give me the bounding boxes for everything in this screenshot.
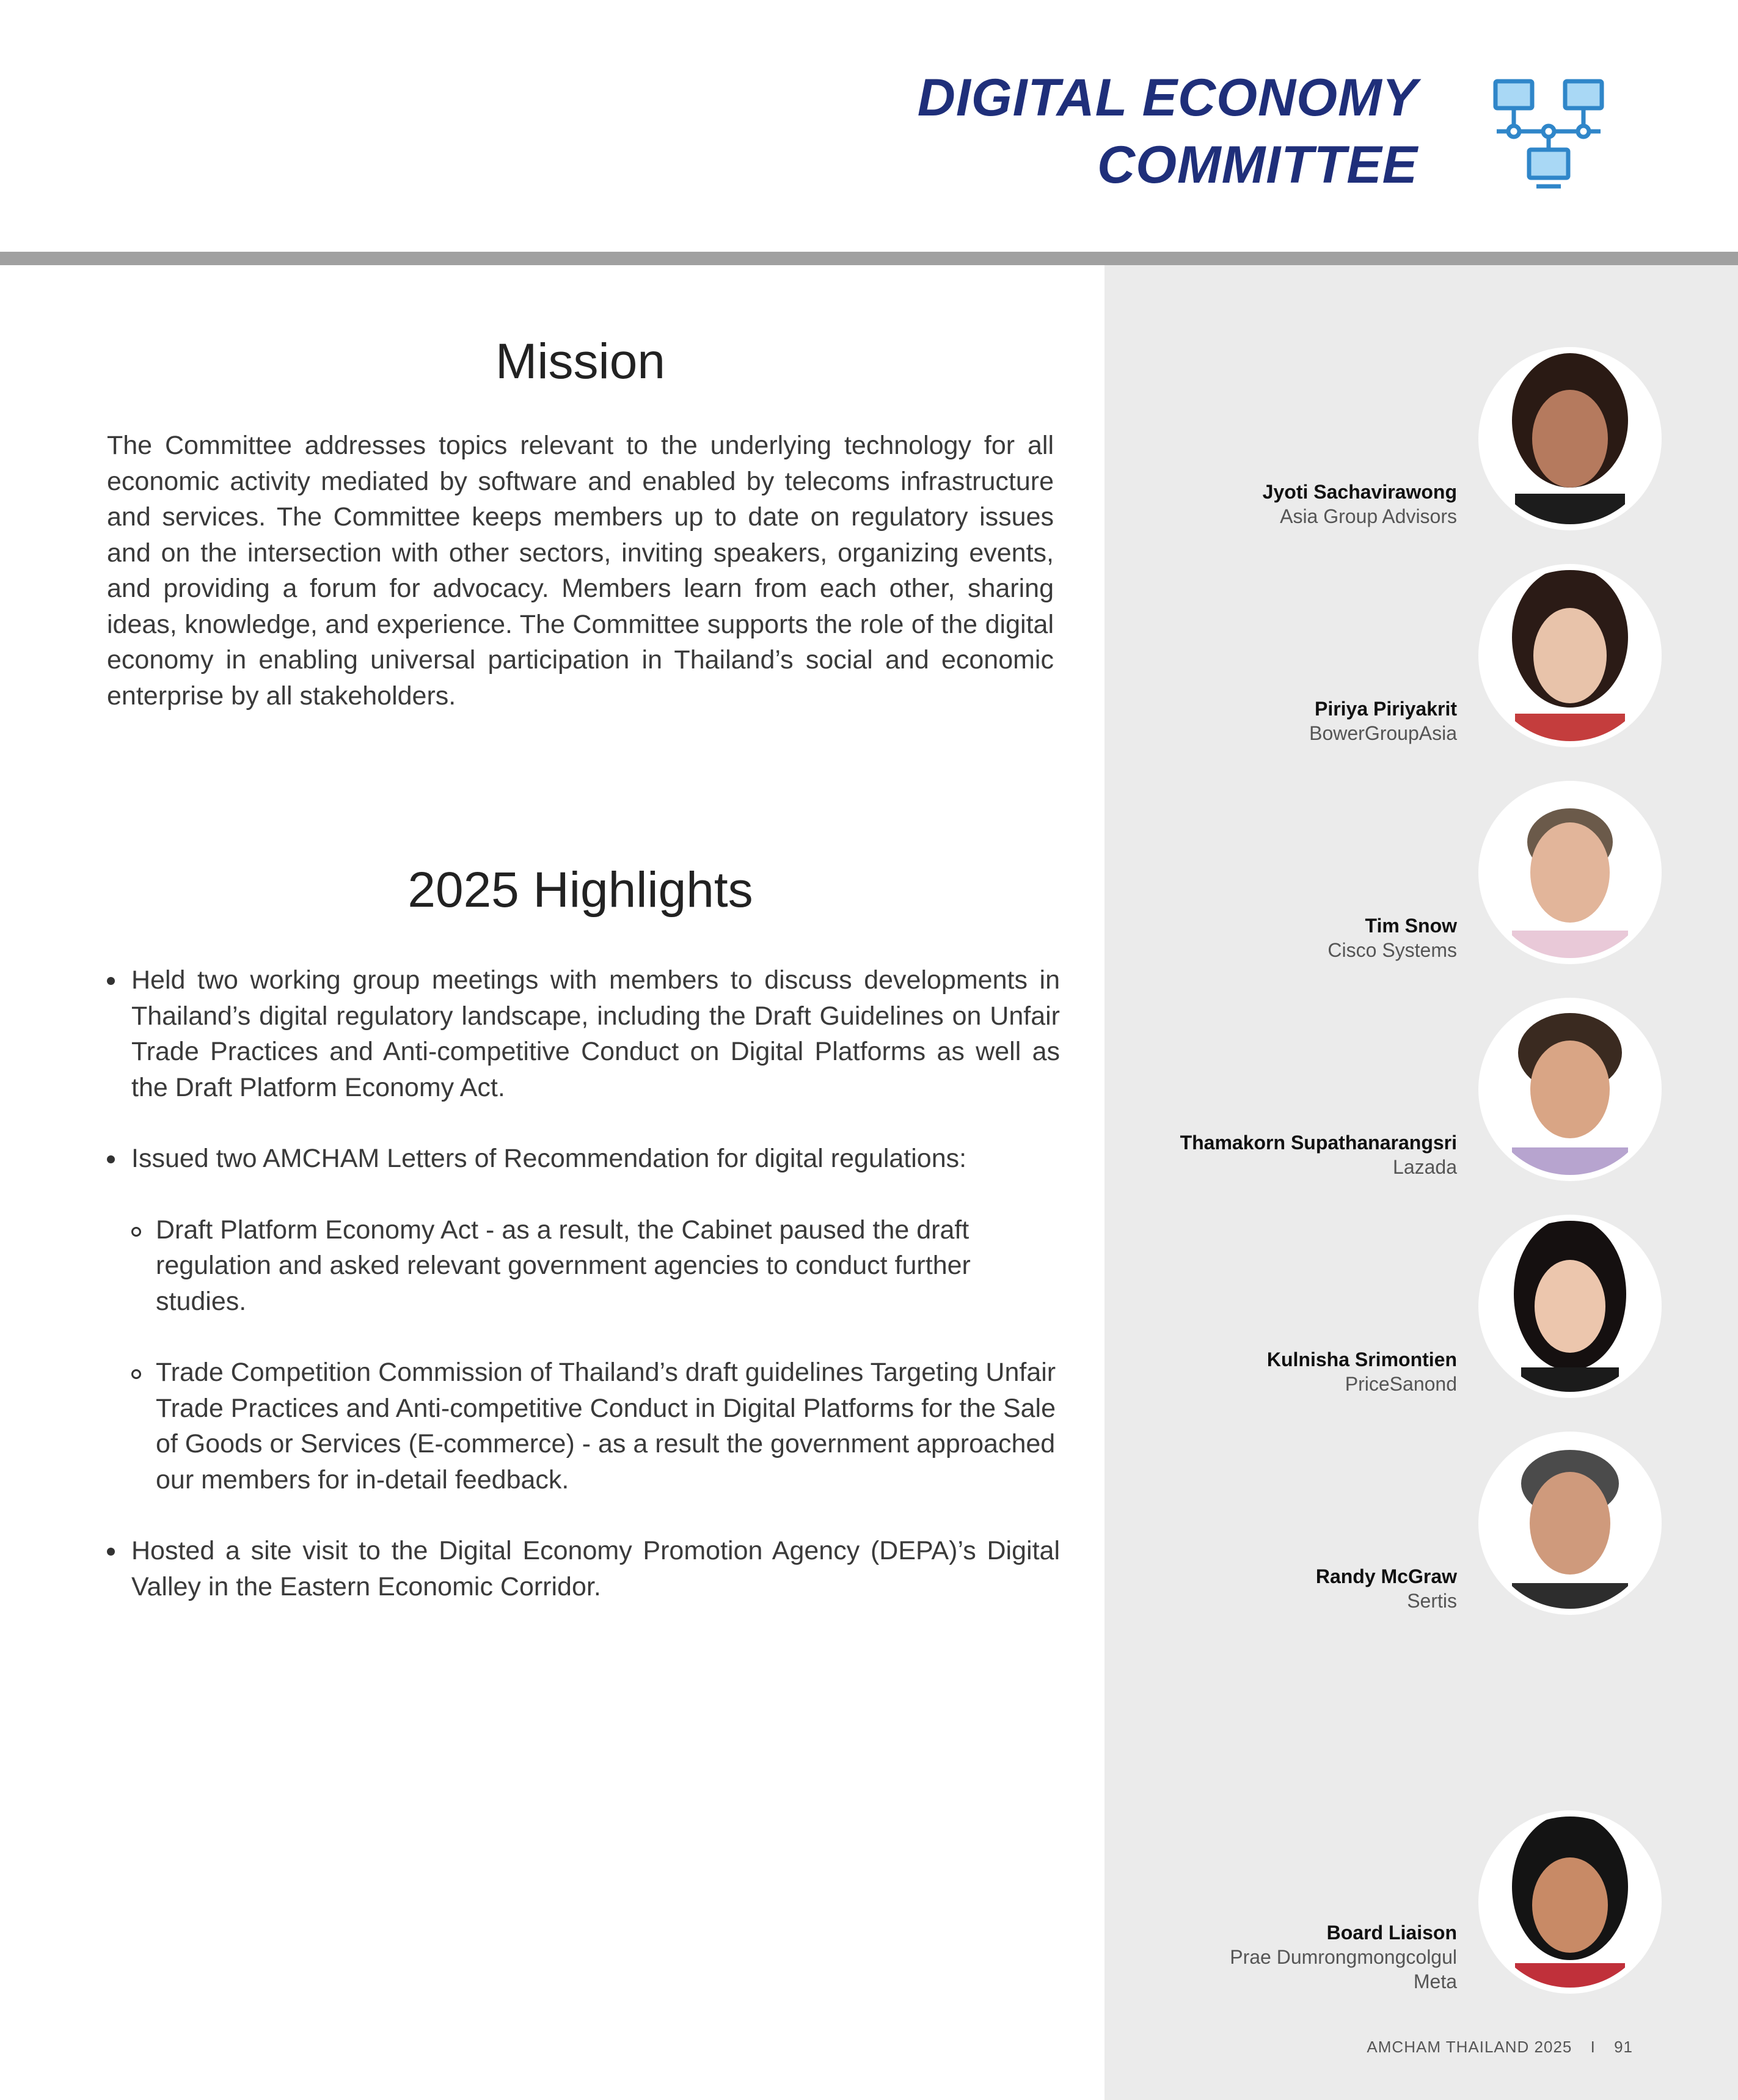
highlight-subitem: Trade Competition Commission of Thailand’s draft guidelines Targeting Unfair Trade Practices and Anti-competitive Conduct in Digital Platforms for the Sale of Goods or Services (E-commerce) - as a result the government approached our members for in-detail feedback. xyxy=(107,1355,1060,1498)
member-photo-avatar xyxy=(1478,564,1662,747)
network-computers-icon xyxy=(1491,76,1607,192)
member-photo-avatar xyxy=(1478,1215,1662,1398)
member-photo-avatar xyxy=(1478,347,1662,530)
board-liaison-label: Board Liaison xyxy=(1326,1922,1457,1944)
header-divider xyxy=(0,252,1738,265)
mission-body: The Committee addresses topics relevant to the underlying technology for all economic activity mediated by software and enabled by telecoms infrastructure and services. The Committee keeps members up to date on regulatory issues and on the intersection with other sectors, inviting speakers, organizing events, and providing a forum for advocacy. Members learn from each other, sharing ideas, knowledge, and experience. The Committee supports the role of the digital economy in enabling universal participation in Thailand’s social and economic enterprise by all stakeholders. xyxy=(107,431,1054,711)
board-liaison-photo-avatar xyxy=(1478,1810,1662,1994)
highlights-list xyxy=(107,962,1060,1640)
member-org: PriceSanond xyxy=(1345,1373,1457,1395)
member-org: Lazada xyxy=(1393,1156,1457,1178)
highlights-heading: 2025 Highlights xyxy=(407,862,753,918)
member-name: Thamakorn Supathanarangsri xyxy=(1180,1132,1457,1154)
footer-separator: I xyxy=(1590,2038,1596,2056)
page-title xyxy=(918,64,1418,199)
member-photo-avatar xyxy=(1478,1432,1662,1615)
member-org: BowerGroupAsia xyxy=(1309,722,1457,744)
page-title-line-1: DIGITAL ECONOMY xyxy=(917,68,1418,127)
member-name: Jyoti Sachavirawong xyxy=(1262,481,1457,503)
member-org: Sertis xyxy=(1407,1590,1457,1612)
highlight-item: Issued two AMCHAM Letters of Recommendation for digital regulations: xyxy=(107,1141,1060,1177)
member-org: Cisco Systems xyxy=(1327,939,1457,961)
page-footer xyxy=(1367,2038,1633,2057)
member-name: Randy McGraw xyxy=(1315,1565,1457,1587)
mission-heading: Mission xyxy=(495,334,665,389)
board-liaison-org: Meta xyxy=(1413,1970,1457,1992)
highlight-item: Hosted a site visit to the Digital Economy Promotion Agency (DEPA)’s Digital Valley in the Eastern Economic Corridor. xyxy=(107,1533,1060,1604)
highlight-item: Held two working group meetings with members to discuss developments in Thailand’s digital regulatory landscape, including the Draft Guidelines on Unfair Trade Practices and Anti-competitive Conduct on Digital Platforms as well as the Draft Platform Economy Act. xyxy=(107,962,1060,1105)
member-name: Piriya Piriyakrit xyxy=(1314,698,1457,720)
member-name: Kulnisha Srimontien xyxy=(1266,1348,1457,1370)
member-photo-avatar xyxy=(1478,998,1662,1181)
highlight-subitem: Draft Platform Economy Act - as a result, the Cabinet paused the draft regulation and asked relevant government agencies to conduct further studies. xyxy=(107,1212,1060,1320)
member-org: Asia Group Advisors xyxy=(1280,505,1457,527)
footer-page-number: 91 xyxy=(1614,2038,1633,2056)
member-photo-avatar xyxy=(1478,781,1662,964)
footer-publication: AMCHAM THAILAND 2025 xyxy=(1367,2038,1572,2056)
board-liaison-name: Prae Dumrongmongcolgul xyxy=(1230,1946,1457,1968)
page-title-line-2: COMMITTEE xyxy=(1097,136,1418,194)
member-name: Tim Snow xyxy=(1365,915,1457,937)
